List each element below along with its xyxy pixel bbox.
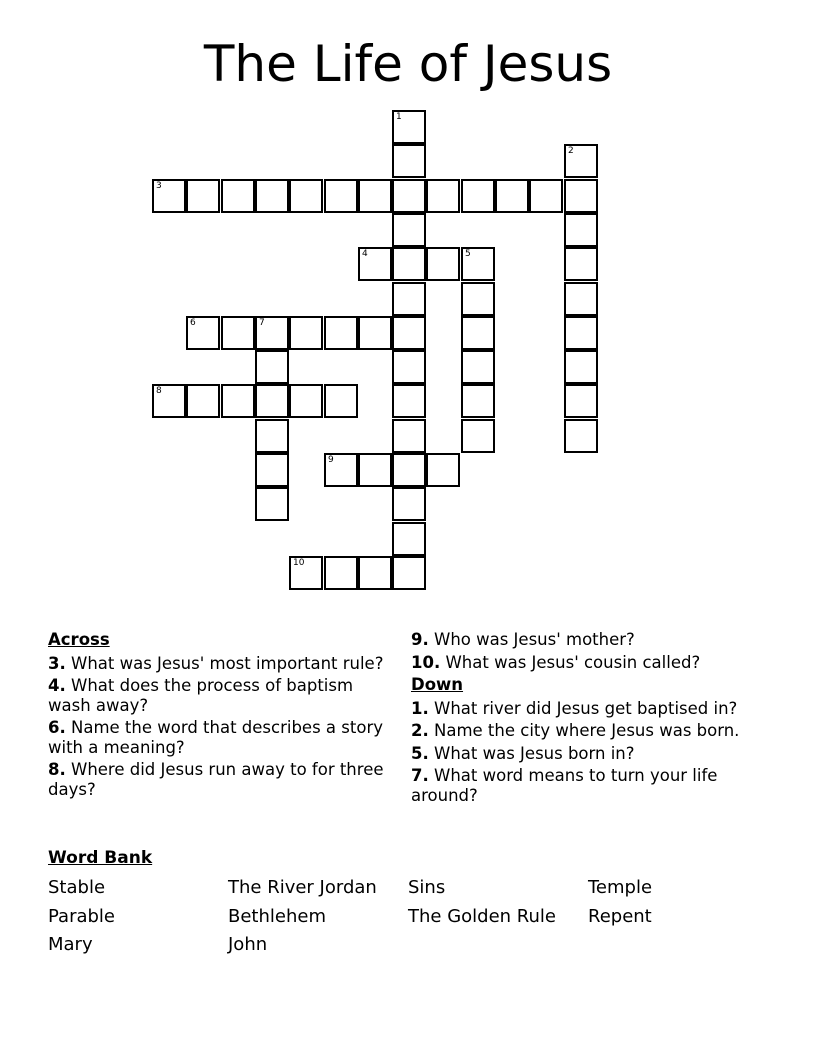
cell-number: 3 bbox=[156, 181, 162, 191]
grid-cell[interactable] bbox=[461, 419, 495, 453]
clues-left-column bbox=[48, 630, 388, 802]
grid-cell[interactable] bbox=[221, 384, 255, 418]
grid-cell[interactable] bbox=[221, 179, 255, 213]
grid-cell[interactable] bbox=[289, 179, 323, 213]
grid-cell[interactable] bbox=[564, 316, 598, 350]
grid-cell[interactable] bbox=[186, 316, 220, 350]
clue-number: 6. bbox=[48, 718, 66, 737]
grid-cell[interactable] bbox=[461, 350, 495, 384]
grid-cell[interactable] bbox=[392, 213, 426, 247]
cell-number: 9 bbox=[328, 455, 334, 465]
grid-cell[interactable] bbox=[392, 316, 426, 350]
grid-cell[interactable] bbox=[392, 144, 426, 178]
word-bank-heading: Word Bank bbox=[48, 848, 153, 868]
word-bank bbox=[48, 848, 768, 960]
grid-cell[interactable] bbox=[564, 247, 598, 281]
clue-text: What was Jesus' most important rule? bbox=[71, 653, 384, 673]
clue-text: What does the process of baptism wash away? bbox=[48, 676, 354, 715]
grid-cell[interactable] bbox=[324, 316, 358, 350]
grid-cell[interactable] bbox=[392, 556, 426, 590]
clue-text: Name the word that describes a story with a meaning? bbox=[48, 718, 383, 757]
clue-number: 2. bbox=[411, 721, 429, 740]
grid-cell[interactable] bbox=[392, 419, 426, 453]
word-bank-item: Sins bbox=[408, 877, 446, 898]
grid-cell[interactable] bbox=[426, 247, 460, 281]
grid-cell[interactable] bbox=[255, 487, 289, 521]
grid-cell[interactable] bbox=[324, 384, 358, 418]
grid-cell[interactable] bbox=[358, 453, 392, 487]
clue-number: 10. bbox=[411, 652, 441, 672]
grid-cell[interactable] bbox=[221, 316, 255, 350]
clue-down-2 bbox=[411, 721, 761, 741]
grid-cell[interactable] bbox=[461, 247, 495, 281]
grid-cell[interactable] bbox=[392, 282, 426, 316]
cell-number: 5 bbox=[465, 249, 471, 259]
grid-cell[interactable] bbox=[289, 556, 323, 590]
grid-cell[interactable] bbox=[255, 350, 289, 384]
grid-cell[interactable] bbox=[186, 384, 220, 418]
grid-cell[interactable] bbox=[461, 316, 495, 350]
cell-number: 2 bbox=[568, 146, 574, 156]
clue-across-3 bbox=[48, 654, 388, 674]
grid-cell[interactable] bbox=[461, 282, 495, 316]
clue-number: 4. bbox=[48, 676, 66, 695]
word-bank-item: Parable bbox=[48, 905, 116, 927]
clue-across-4 bbox=[48, 676, 388, 715]
grid-cell[interactable] bbox=[324, 556, 358, 590]
grid-cell[interactable] bbox=[392, 453, 426, 487]
grid-cell[interactable] bbox=[324, 453, 358, 487]
grid-cell[interactable] bbox=[564, 384, 598, 418]
across-heading: Across bbox=[48, 630, 110, 649]
clue-text: What river did Jesus get baptised in? bbox=[434, 698, 738, 718]
clue-text: Name the city where Jesus was born. bbox=[434, 721, 740, 740]
clue-number: 5. bbox=[411, 743, 429, 763]
clue-number: 7. bbox=[411, 766, 429, 785]
clue-text: Who was Jesus' mother? bbox=[434, 630, 635, 649]
grid-cell[interactable] bbox=[255, 179, 289, 213]
clue-across-9 bbox=[411, 630, 761, 650]
word-bank-item: The River Jordan bbox=[228, 877, 377, 898]
word-bank-item: Mary bbox=[48, 934, 93, 955]
grid-cell[interactable] bbox=[392, 522, 426, 556]
clue-number: 8. bbox=[48, 760, 66, 779]
grid-cell[interactable] bbox=[426, 179, 460, 213]
grid-cell[interactable] bbox=[186, 179, 220, 213]
grid-cell[interactable] bbox=[255, 316, 289, 350]
grid-cell[interactable] bbox=[392, 247, 426, 281]
cell-number: 7 bbox=[259, 318, 265, 328]
grid-cell[interactable] bbox=[324, 179, 358, 213]
grid-cell[interactable] bbox=[392, 350, 426, 384]
grid-cell[interactable] bbox=[392, 384, 426, 418]
clue-number: 9. bbox=[411, 630, 429, 649]
word-bank-item: The Golden Rule bbox=[408, 905, 556, 927]
grid-cell[interactable] bbox=[392, 487, 426, 521]
grid-cell[interactable] bbox=[461, 384, 495, 418]
clue-across-8 bbox=[48, 760, 388, 799]
grid-cell[interactable] bbox=[564, 213, 598, 247]
word-bank-item: Repent bbox=[588, 905, 652, 927]
grid-cell[interactable] bbox=[289, 316, 323, 350]
clue-text: What was Jesus born in? bbox=[434, 743, 635, 763]
word-bank-item: Stable bbox=[48, 877, 106, 898]
grid-cell[interactable] bbox=[564, 282, 598, 316]
page-title: The Life of Jesus bbox=[203, 35, 613, 93]
grid-cell[interactable] bbox=[152, 384, 186, 418]
clue-number: 1. bbox=[411, 698, 429, 718]
clue-down-7 bbox=[411, 766, 761, 805]
clue-across-10 bbox=[411, 653, 761, 673]
grid-cell[interactable] bbox=[564, 179, 598, 213]
cell-number: 6 bbox=[190, 318, 196, 328]
grid-cell[interactable] bbox=[358, 316, 392, 350]
clue-text: What word means to turn your life around? bbox=[411, 766, 718, 805]
grid-cell[interactable] bbox=[255, 384, 289, 418]
grid-cell[interactable] bbox=[392, 179, 426, 213]
clue-across-6 bbox=[48, 718, 388, 757]
grid-cell[interactable] bbox=[564, 350, 598, 384]
grid-cell[interactable] bbox=[564, 144, 598, 178]
clue-down-1 bbox=[411, 699, 761, 719]
word-bank-list bbox=[48, 874, 768, 960]
down-heading: Down bbox=[411, 675, 464, 694]
grid-cell[interactable] bbox=[392, 110, 426, 144]
word-bank-item: Temple bbox=[588, 877, 653, 898]
grid-cell[interactable] bbox=[255, 453, 289, 487]
grid-cell[interactable] bbox=[152, 179, 186, 213]
cell-number: 4 bbox=[362, 249, 368, 259]
clue-text: Where did Jesus run away to for three days? bbox=[48, 760, 384, 799]
grid-cell[interactable] bbox=[358, 247, 392, 281]
cell-number: 8 bbox=[156, 386, 162, 396]
grid-cell[interactable] bbox=[289, 384, 323, 418]
cell-number: 1 bbox=[396, 112, 402, 122]
grid-cell[interactable] bbox=[358, 179, 392, 213]
clues-right-column bbox=[411, 630, 761, 808]
clue-text: What was Jesus' cousin called? bbox=[445, 652, 701, 672]
grid-cell[interactable] bbox=[564, 419, 598, 453]
grid-cell[interactable] bbox=[529, 179, 563, 213]
clue-number: 3. bbox=[48, 653, 66, 673]
grid-cell[interactable] bbox=[461, 179, 495, 213]
grid-cell[interactable] bbox=[426, 453, 460, 487]
grid-cell[interactable] bbox=[255, 419, 289, 453]
grid-cell[interactable] bbox=[358, 556, 392, 590]
word-bank-item: Bethlehem bbox=[228, 905, 326, 927]
grid-cell[interactable] bbox=[495, 179, 529, 213]
word-bank-item: John bbox=[228, 934, 268, 955]
cell-number: 10 bbox=[293, 558, 305, 568]
clue-down-5 bbox=[411, 744, 761, 764]
